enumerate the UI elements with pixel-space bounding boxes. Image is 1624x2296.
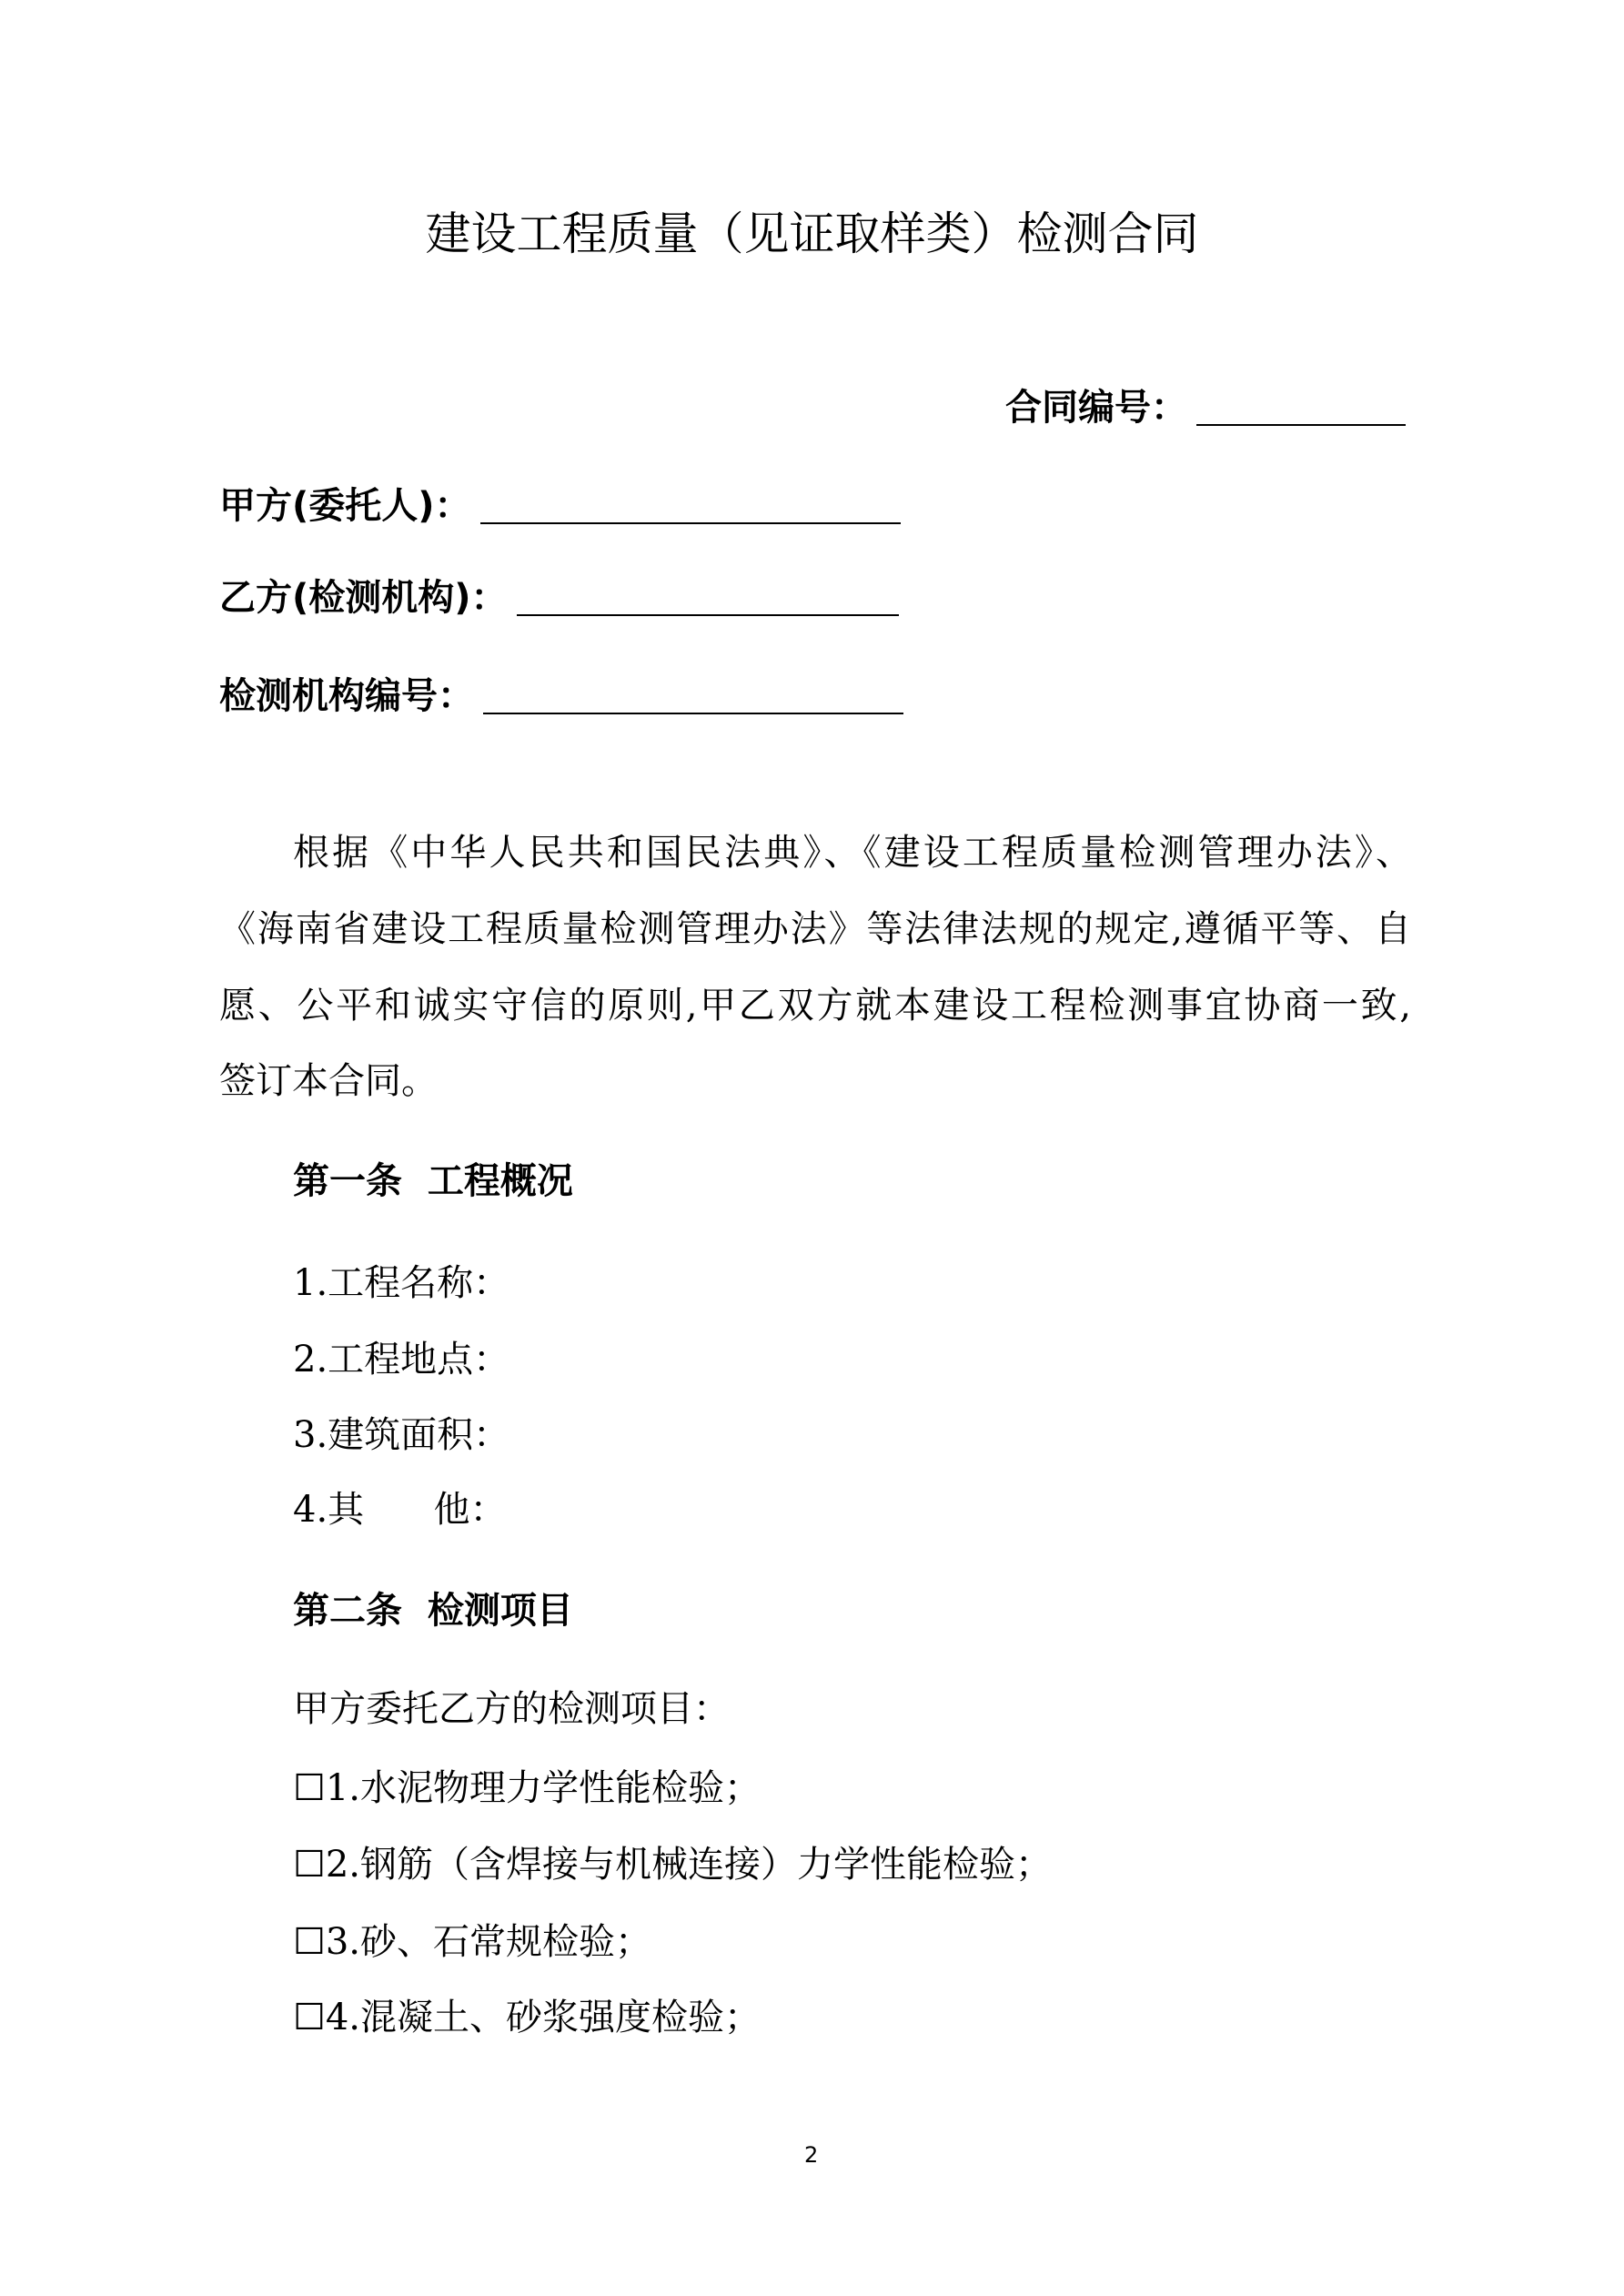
party-b-field (219, 577, 899, 619)
party-a-blank[interactable] (480, 490, 901, 524)
test-item-checkbox[interactable]: ☐2.钢筋（含焊接与机械连接）力学性能检验； (293, 1844, 1053, 1886)
page-number: 2 (804, 2142, 819, 2168)
project-location-item: 2.工程地点： (293, 1339, 510, 1381)
party-b-label: 乙方(检测机构)： (219, 577, 508, 619)
agency-number-label: 检测机构编号： (219, 675, 474, 717)
article-1-heading: 第一条 工程概况 (293, 1160, 573, 1202)
preamble-line: 签订本合同。 (219, 1060, 438, 1102)
contract-number-field (1005, 387, 1406, 429)
party-a-label: 甲方(委托人)： (219, 485, 471, 527)
test-items-intro: 甲方委托乙方的检测项目： (293, 1688, 730, 1730)
party-a-field (219, 485, 901, 527)
agency-number-blank[interactable] (483, 680, 903, 714)
preamble-line: 根据《中华人民共和国民法典》、《建设工程质量检测管理办法》、 (293, 832, 1412, 874)
preamble-line: 愿、公平和诚实守信的原则,甲乙双方就本建设工程检测事宜协商一致, (219, 985, 1411, 1027)
project-name-item: 1.工程名称： (293, 1262, 510, 1304)
test-item-checkbox[interactable]: ☐3.砂、石常规检验； (293, 1921, 652, 1963)
building-area-item: 3.建筑面积： (293, 1414, 510, 1456)
contract-number-label: 合同编号： (1005, 387, 1187, 429)
article-2-heading: 第二条 检测项目 (293, 1590, 573, 1632)
agency-number-field (219, 675, 903, 717)
test-item-checkbox[interactable]: ☐1.水泥物理力学性能检验； (293, 1767, 762, 1809)
preamble-line: 《海南省建设工程质量检测管理办法》等法律法规的规定,遵循平等、自 (219, 908, 1411, 950)
document-title: 建设工程质量（见证取样类）检测合同 (425, 207, 1199, 260)
party-b-blank[interactable] (517, 582, 899, 616)
test-item-checkbox[interactable]: ☐4.混凝土、砂浆强度检验； (293, 1997, 762, 2038)
other-item: 4.其 他： (293, 1489, 507, 1531)
contract-number-blank[interactable] (1196, 391, 1406, 426)
